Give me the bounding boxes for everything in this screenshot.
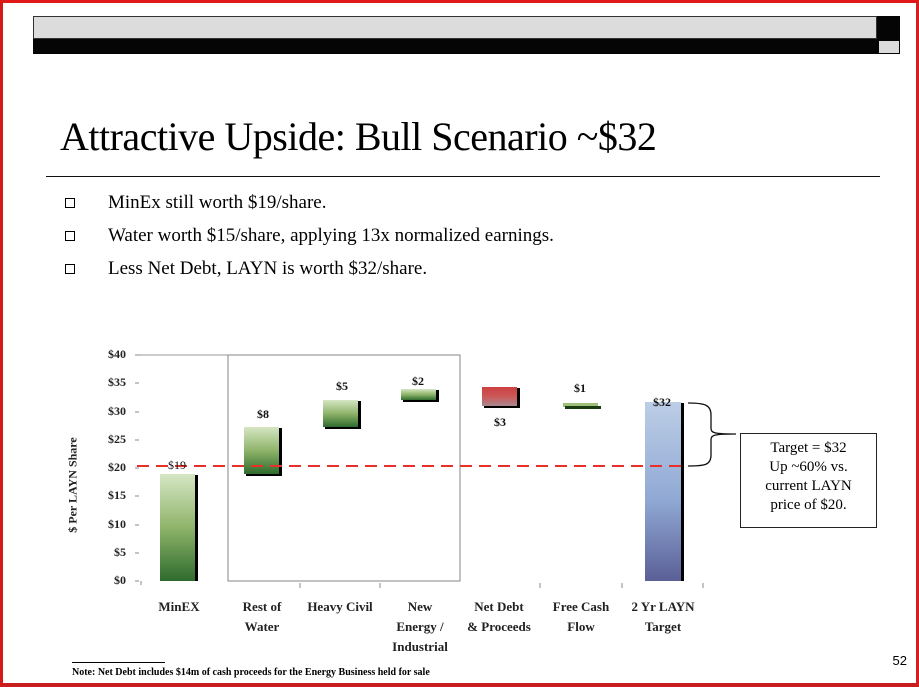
x-category-label — [458, 597, 540, 637]
callout-line: current LAYN — [765, 478, 852, 494]
y-tick-label: $5 — [114, 545, 126, 559]
bullet-text: MinEx still worth $19/share. — [108, 192, 327, 213]
bar-value-label: $32 — [653, 395, 671, 409]
x-label-line: 2 Yr LAYN — [631, 599, 695, 614]
x-label-line: & Proceeds — [467, 619, 531, 634]
x-label-line: Target — [644, 619, 682, 634]
y-tick-label: $10 — [108, 517, 126, 531]
x-category-label — [541, 597, 621, 637]
x-label-line: Net Debt — [474, 599, 524, 614]
bar-value-label: $19 — [168, 458, 186, 472]
x-label-line: Energy / — [396, 619, 444, 634]
x-label-line: Water — [244, 619, 280, 634]
x-label-line: New — [407, 599, 433, 614]
footnote-divider — [72, 662, 165, 663]
x-category-label — [300, 597, 380, 617]
footnote: Note: Net Debt includes $14m of cash proceeds for the Energy Business held for sale — [72, 667, 430, 678]
x-category-label — [622, 597, 704, 637]
x-label-line: Flow — [567, 619, 595, 634]
y-tick-label: $40 — [108, 347, 126, 361]
x-label-line: Rest of — [242, 599, 282, 614]
y-tick-label: $30 — [108, 404, 126, 418]
callout-line: price of $20. — [770, 497, 847, 513]
target-callout-box — [740, 433, 877, 528]
y-tick-label: $20 — [108, 460, 126, 474]
bar-value-label: $3 — [494, 415, 506, 429]
x-category-label — [382, 597, 458, 657]
bar-value-label: $5 — [336, 379, 348, 393]
y-tick-label: $15 — [108, 488, 126, 502]
bar-value-label: $2 — [412, 374, 424, 388]
x-label-line: Industrial — [392, 639, 448, 654]
page-number: 52 — [892, 653, 907, 668]
x-label-line: Heavy Civil — [307, 599, 373, 614]
x-label-line: Free Cash — [552, 599, 610, 614]
x-category-label — [226, 597, 298, 637]
x-label-line: MinEX — [158, 599, 200, 614]
x-category-label — [140, 597, 218, 617]
callout-line: Target = $32 — [770, 440, 847, 456]
bar-value-label: $1 — [574, 381, 586, 395]
bar-value-label: $8 — [257, 407, 269, 421]
y-tick-label: $25 — [108, 432, 126, 446]
bullet-text: Water worth $15/share, applying 13x normalized earnings. — [108, 225, 554, 246]
callout-line: Up ~60% vs. — [769, 459, 848, 475]
slide-title: Attractive Upside: Bull Scenario ~$32 — [60, 114, 657, 159]
y-tick-label: $35 — [108, 375, 126, 389]
y-axis-title: $ Per LAYN Share — [65, 437, 80, 533]
bullet-text: Less Net Debt, LAYN is worth $32/share. — [108, 258, 428, 279]
y-tick-label: $0 — [114, 573, 126, 587]
